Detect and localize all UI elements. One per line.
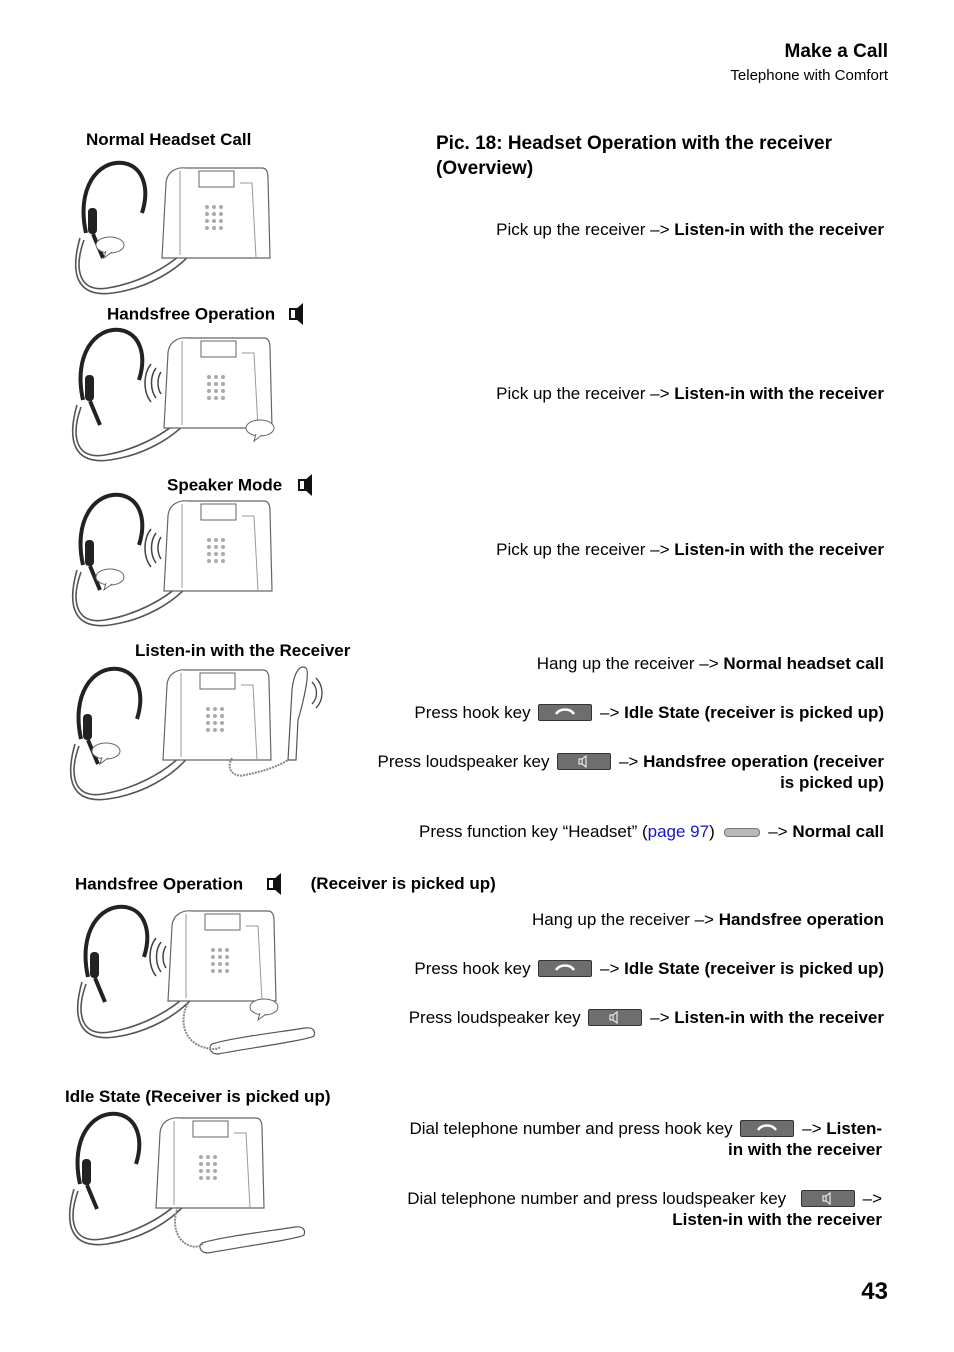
loudspeaker-key-icon	[557, 753, 611, 770]
line-5: Press hook key –> Idle State (receiver is picked up)	[414, 703, 884, 722]
speaker-mode-illustration	[60, 490, 330, 640]
section-label: Handsfree Operation	[107, 304, 276, 324]
section-normal-headset-call: Normal Headset Call	[86, 130, 252, 149]
line-12: Dial telephone number and press loudspeaker key –> Listen-in with the receiver	[407, 1189, 882, 1229]
telephone-icon	[163, 670, 271, 760]
section-idle-state: Idle State (Receiver is picked up)	[65, 1087, 331, 1106]
hook-key-icon	[538, 960, 592, 977]
loudspeaker-key-icon	[801, 1190, 855, 1207]
handsfree-operation-illustration	[60, 325, 330, 475]
line-10: Press loudspeaker key –> Listen-in with the receiver	[408, 1008, 884, 1027]
page-number: 43	[861, 1278, 888, 1305]
telephone-icon	[164, 501, 272, 591]
page-link[interactable]: page 97	[647, 822, 710, 841]
line-6: Press loudspeaker key –> Handsfree operation (receiver is picked up)	[377, 752, 884, 792]
line-9: Press hook key –> Idle State (receiver is picked up)	[414, 959, 884, 978]
chapter-title: Make a Call	[784, 41, 888, 62]
telephone-icon	[162, 168, 270, 258]
line-1: Pick up the receiver –> Listen-in with the receiver	[496, 220, 884, 239]
section-label: Speaker Mode	[167, 475, 283, 495]
normal-headset-call-illustration	[60, 158, 330, 308]
line-3: Pick up the receiver –> Listen-in with the receiver	[496, 540, 884, 559]
telephone-icon	[164, 338, 272, 428]
idle-state-illustration	[60, 1107, 330, 1257]
handsfree-picked-up-illustration	[60, 898, 330, 1063]
line-4: Hang up the receiver –> Normal headset call	[536, 654, 884, 673]
line-2: Pick up the receiver –> Listen-in with the receiver	[496, 384, 884, 403]
speaker-icon	[266, 872, 284, 898]
section-listen-in: Listen-in with the Receiver	[135, 641, 351, 660]
section-label: Handsfree Operation	[75, 874, 244, 894]
line-11: Dial telephone number and press hook key –> Listen- in with the receiver	[409, 1119, 882, 1159]
function-key-icon	[724, 828, 760, 837]
line-8: Hang up the receiver –> Handsfree operation	[532, 910, 884, 929]
hook-key-icon	[538, 704, 592, 721]
telephone-icon	[168, 911, 276, 1001]
section-handsfree-picked-up	[75, 872, 496, 898]
hook-key-icon	[740, 1120, 794, 1137]
line-7: Press function key “Headset” (page 97) –> Normal call	[418, 822, 884, 841]
telephone-icon	[156, 1118, 264, 1208]
loudspeaker-key-icon	[588, 1009, 642, 1026]
chapter-subtitle: Telephone with Comfort	[730, 67, 888, 84]
listen-in-illustration	[60, 660, 330, 810]
section-label-suffix: (Receiver is picked up)	[310, 874, 496, 894]
figure-title: Pic. 18: Headset Operation with the receiver (Overview)	[436, 133, 832, 179]
